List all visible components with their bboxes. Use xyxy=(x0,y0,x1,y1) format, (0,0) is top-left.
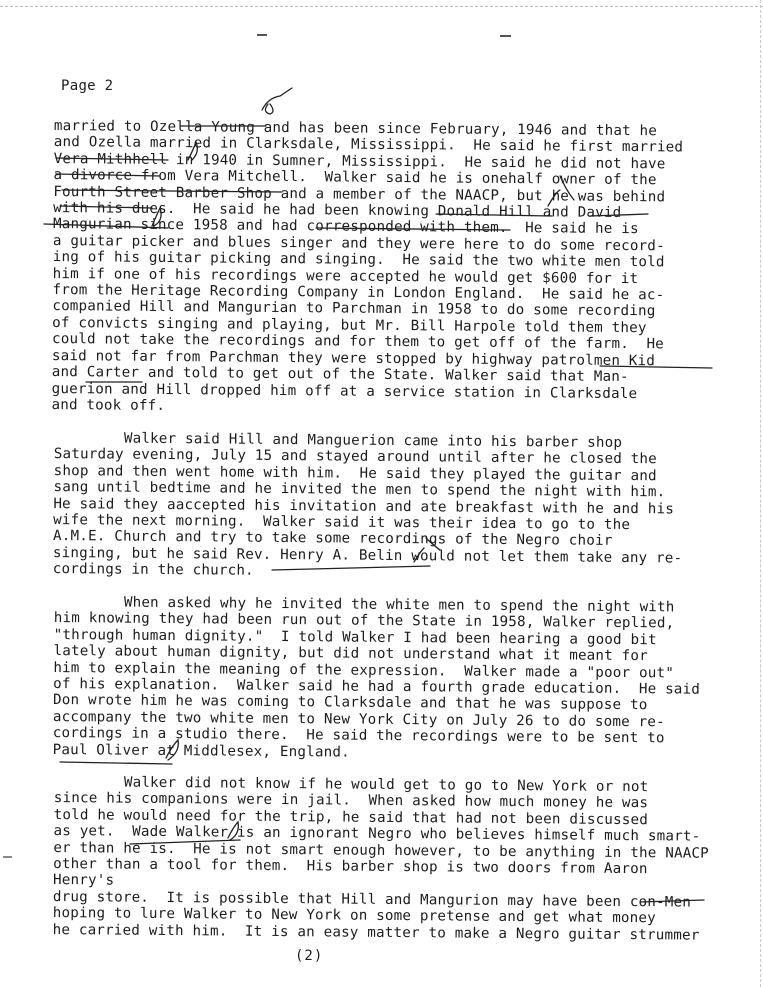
handwritten-mark xyxy=(262,88,292,114)
page-label: Page 2 xyxy=(61,78,114,94)
document-body xyxy=(51,118,714,944)
scan-speck xyxy=(3,856,12,858)
scan-speck xyxy=(257,34,267,36)
paragraph-2: Walker said Hill and Manguerion came into his barber shop Saturday evening, July 15 and stayed around until after he closed the shop and then went home with him. He said they played the guitar and sang until bedtime and he invited the men to spend the night with him. He said they aaccepted his invitation and ate breakfast with he and his wife the next morning. Walker said it was their idea to go to the A.M.E. Church and try to take some recordings of the Negro choir singing, but he said Rev. Henry A. Belin would not let them take any re- cordings in the church. xyxy=(52,429,683,579)
page-right-edge xyxy=(760,0,761,987)
footer-page-number: (2) xyxy=(295,948,324,964)
scan-speck xyxy=(500,35,511,37)
paragraph-3: When asked why he invited the white men to spend the night with him knowing they had been run out of the State in 1958, Walker replied, "through human dignity." I told Walker I had been hearing a good bit lately about human dignity, but did not understand what it meant for him to explain the meaning of the expression. Walker made a "poor out" of his explanation. Walker said he had a fourth grade education. He said Don wrote him he was coming to Clarksdale and that he was suppose to accompany the two white men to New York City on July 26 to do some re- cordings in a studio there. He said the recordings were to be sent to Paul Oliver at Middlesex, England. xyxy=(52,593,701,760)
page-top-edge xyxy=(0,6,763,7)
paragraph-1: married to Ozella Young and has been since February, 1946 and that he and Ozella married in Clarksdale, Mississippi. He said he first married Vera Mithhell in 1940 in Sumner, Mississippi. He said he did not have a divorce from Vera Mitchell. Walker said he is onehalf owner of the Fourth Street Barber Shop and a member of the NAACP, but he was behind with his dues. He said he had been knowing Donald Hill and David Mangurian since 1958 and had corresponded with them. He said he is a guitar picker and blues singer and they were here to do some record- ing of his guitar picking and singing. He said the two white men told him if one of his recordings were accepted he would get $600 for it from the Heritage Recording Company in London England. He said he ac- companied Hill and Mangurian to Parchman in 1958 to do some recording of convicts singing and playing, but Mr. Bill Harpole told them they could not take the recordings and for them to get off of the farm. He said not far from Parchman they were stopped by highway patrolmen Kid and Carter and told to get out of the State. Walker said that Man- guerion and Hill dropped him off at a service station in Clarksdale and took off. xyxy=(51,118,684,414)
paragraph-4: Walker did not know if he would get to go to New York or not since his companions were in jail. When asked how much money he was told he would need for the trip, he said that had not been discussed as yet. Wade Walker is an ignorant Negro who believes himself much smart- er than he is. He is not smart enough however, to be anything in the NAACP other than a tool for them. His barber shop is two doors from Aaron Henry's drug store. It is possible that Hill and Mangurion may have been con-Men hoping to lure Walker to New York on some pretense and get what money he carried with him. It is an easy matter to make a Negro guitar strummer xyxy=(52,774,710,944)
